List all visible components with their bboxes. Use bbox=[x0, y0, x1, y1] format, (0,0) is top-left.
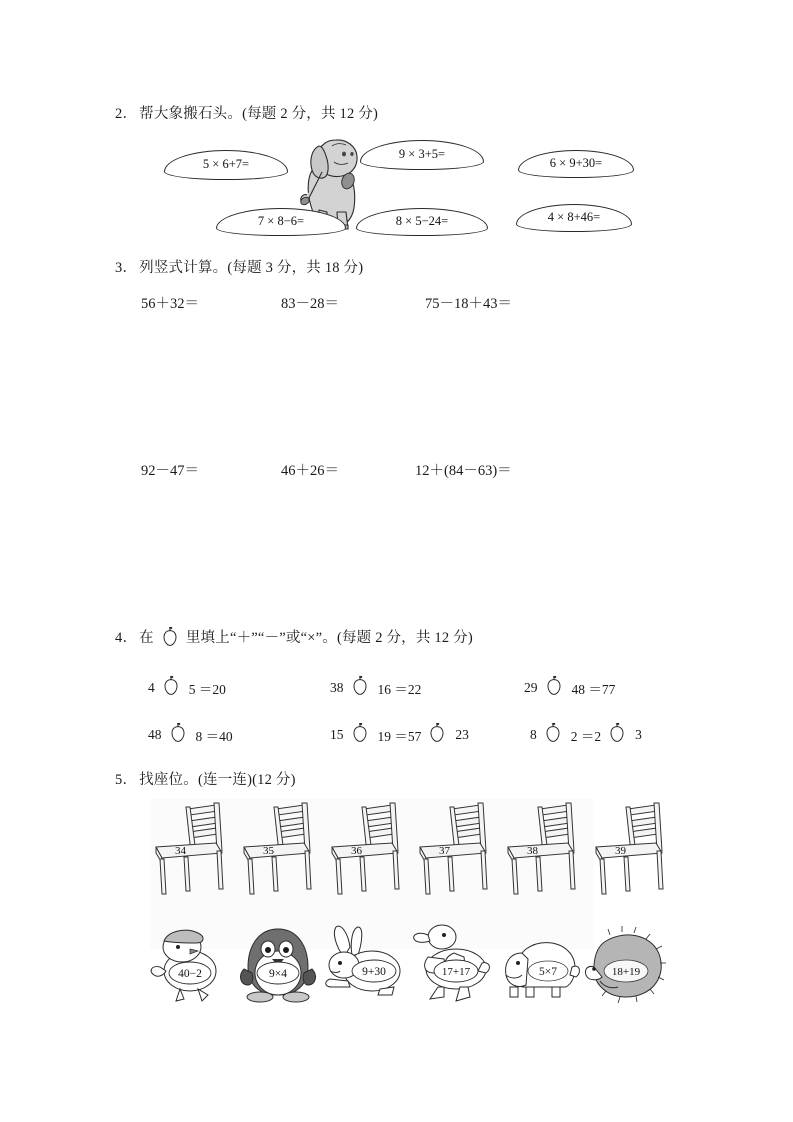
penguin-icon[interactable] bbox=[234, 923, 322, 1005]
apple-icon[interactable] bbox=[604, 721, 630, 749]
chair-icon[interactable] bbox=[150, 801, 230, 899]
chair-icon[interactable] bbox=[590, 801, 670, 899]
chair-label: 36 bbox=[351, 845, 362, 857]
animal-label: 40−2 bbox=[178, 968, 202, 980]
q4-6-right: 3 bbox=[635, 726, 642, 742]
q4-2-left: 38 bbox=[330, 679, 344, 695]
apple-icon[interactable] bbox=[541, 674, 567, 702]
calc-item-56-32: 56＋32＝ bbox=[141, 296, 199, 312]
apple-icon[interactable] bbox=[165, 721, 191, 749]
stone-2: 9 × 3+5= bbox=[360, 140, 484, 170]
q4-1-right: 5 ＝20 bbox=[188, 681, 226, 697]
calc-item-92-47: 92－47＝ bbox=[141, 463, 199, 479]
calc-item-83-28: 83－28＝ bbox=[281, 296, 339, 312]
question-4-item-4 bbox=[148, 721, 233, 749]
chick-icon[interactable] bbox=[146, 923, 234, 1005]
question-4-item-3 bbox=[524, 674, 615, 702]
apple-icon[interactable] bbox=[347, 674, 373, 702]
q4-1-left: 4 bbox=[148, 679, 155, 695]
question-2-scoring: (每题 2 分，共 12 分) bbox=[242, 106, 378, 122]
animal-label: 5×7 bbox=[539, 966, 557, 978]
chair-label: 38 bbox=[527, 845, 538, 857]
question-4-number: 4． bbox=[115, 630, 138, 646]
question-5-title: 找座位。 bbox=[139, 772, 198, 788]
animal-label: 17+17 bbox=[441, 966, 471, 978]
question-4-title-suffix: 里填上“＋”“－”或“×”。 bbox=[185, 630, 337, 646]
animal-label: 18+19 bbox=[611, 966, 641, 978]
elephant-stones-figure bbox=[148, 132, 648, 244]
question-3-row-1 bbox=[0, 292, 793, 314]
calc-item-12-84-63: 12＋(84－63)＝ bbox=[415, 463, 512, 479]
question-3-scoring: (每题 3 分，共 18 分) bbox=[227, 260, 364, 276]
chair-icon[interactable] bbox=[502, 801, 582, 899]
question-3-row-2 bbox=[0, 459, 793, 481]
apple-icon bbox=[157, 625, 183, 655]
chair-icon[interactable] bbox=[326, 801, 406, 899]
calc-item-46-26: 46＋26＝ bbox=[281, 463, 339, 479]
hippo-icon[interactable] bbox=[496, 923, 584, 1005]
stone-5: 8 × 5−24= bbox=[356, 208, 488, 236]
chair-icon[interactable] bbox=[238, 801, 318, 899]
apple-icon[interactable] bbox=[158, 674, 184, 702]
duck-icon[interactable] bbox=[408, 923, 496, 1005]
question-3-number: 3． bbox=[115, 260, 138, 276]
rabbit-icon[interactable] bbox=[320, 923, 408, 1005]
hedgehog-icon[interactable] bbox=[580, 923, 668, 1005]
q4-4-left: 48 bbox=[148, 726, 162, 742]
question-4-title-prefix: 在 bbox=[139, 630, 154, 646]
chair-label: 37 bbox=[439, 845, 450, 857]
q4-3-right: 48 ＝77 bbox=[571, 681, 616, 697]
seating-match-figure bbox=[150, 795, 650, 1010]
question-2-heading bbox=[115, 104, 378, 124]
question-2-number: 2． bbox=[115, 106, 138, 122]
question-4-item-1 bbox=[148, 674, 226, 702]
animal-label: 9+30 bbox=[362, 966, 386, 978]
question-4-item-5 bbox=[330, 721, 469, 749]
chair-label: 34 bbox=[175, 845, 186, 857]
q4-4-right: 8 ＝40 bbox=[195, 728, 233, 744]
apple-icon[interactable] bbox=[347, 721, 373, 749]
q4-5-mid: 19 ＝57 bbox=[377, 728, 422, 744]
stone-3: 6 × 9+30= bbox=[518, 150, 634, 178]
q4-2-right: 16 ＝22 bbox=[377, 681, 422, 697]
q4-3-left: 29 bbox=[524, 679, 538, 695]
question-5-heading bbox=[115, 770, 296, 790]
animal-label: 9×4 bbox=[269, 968, 287, 980]
q4-5-right: 23 bbox=[455, 726, 469, 742]
q4-6-left: 8 bbox=[530, 726, 537, 742]
apple-icon[interactable] bbox=[424, 721, 450, 749]
stone-4: 7 × 8−6= bbox=[216, 208, 346, 236]
chair-label: 35 bbox=[263, 845, 274, 857]
stone-6: 4 × 8+46= bbox=[516, 204, 632, 232]
stone-1: 5 × 6+7= bbox=[164, 150, 288, 180]
question-3-heading bbox=[115, 258, 363, 278]
question-4-item-6 bbox=[530, 721, 642, 749]
q4-6-mid: 2 ＝2 bbox=[570, 728, 602, 744]
question-5-number: 5． bbox=[115, 772, 138, 788]
question-4-item-2 bbox=[330, 674, 421, 702]
question-4-heading bbox=[115, 625, 473, 655]
chair-icon[interactable] bbox=[414, 801, 494, 899]
q4-5-left: 15 bbox=[330, 726, 344, 742]
question-4-scoring: (每题 2 分，共 12 分) bbox=[336, 630, 473, 646]
calc-item-75-18-43: 75－18＋43＝ bbox=[425, 296, 512, 312]
question-5-scoring: (连一连)(12 分) bbox=[197, 772, 296, 788]
chair-label: 39 bbox=[615, 845, 626, 857]
question-3-title: 列竖式计算。 bbox=[139, 260, 228, 276]
question-2-title: 帮大象搬石头。 bbox=[139, 106, 243, 122]
apple-icon[interactable] bbox=[540, 721, 566, 749]
